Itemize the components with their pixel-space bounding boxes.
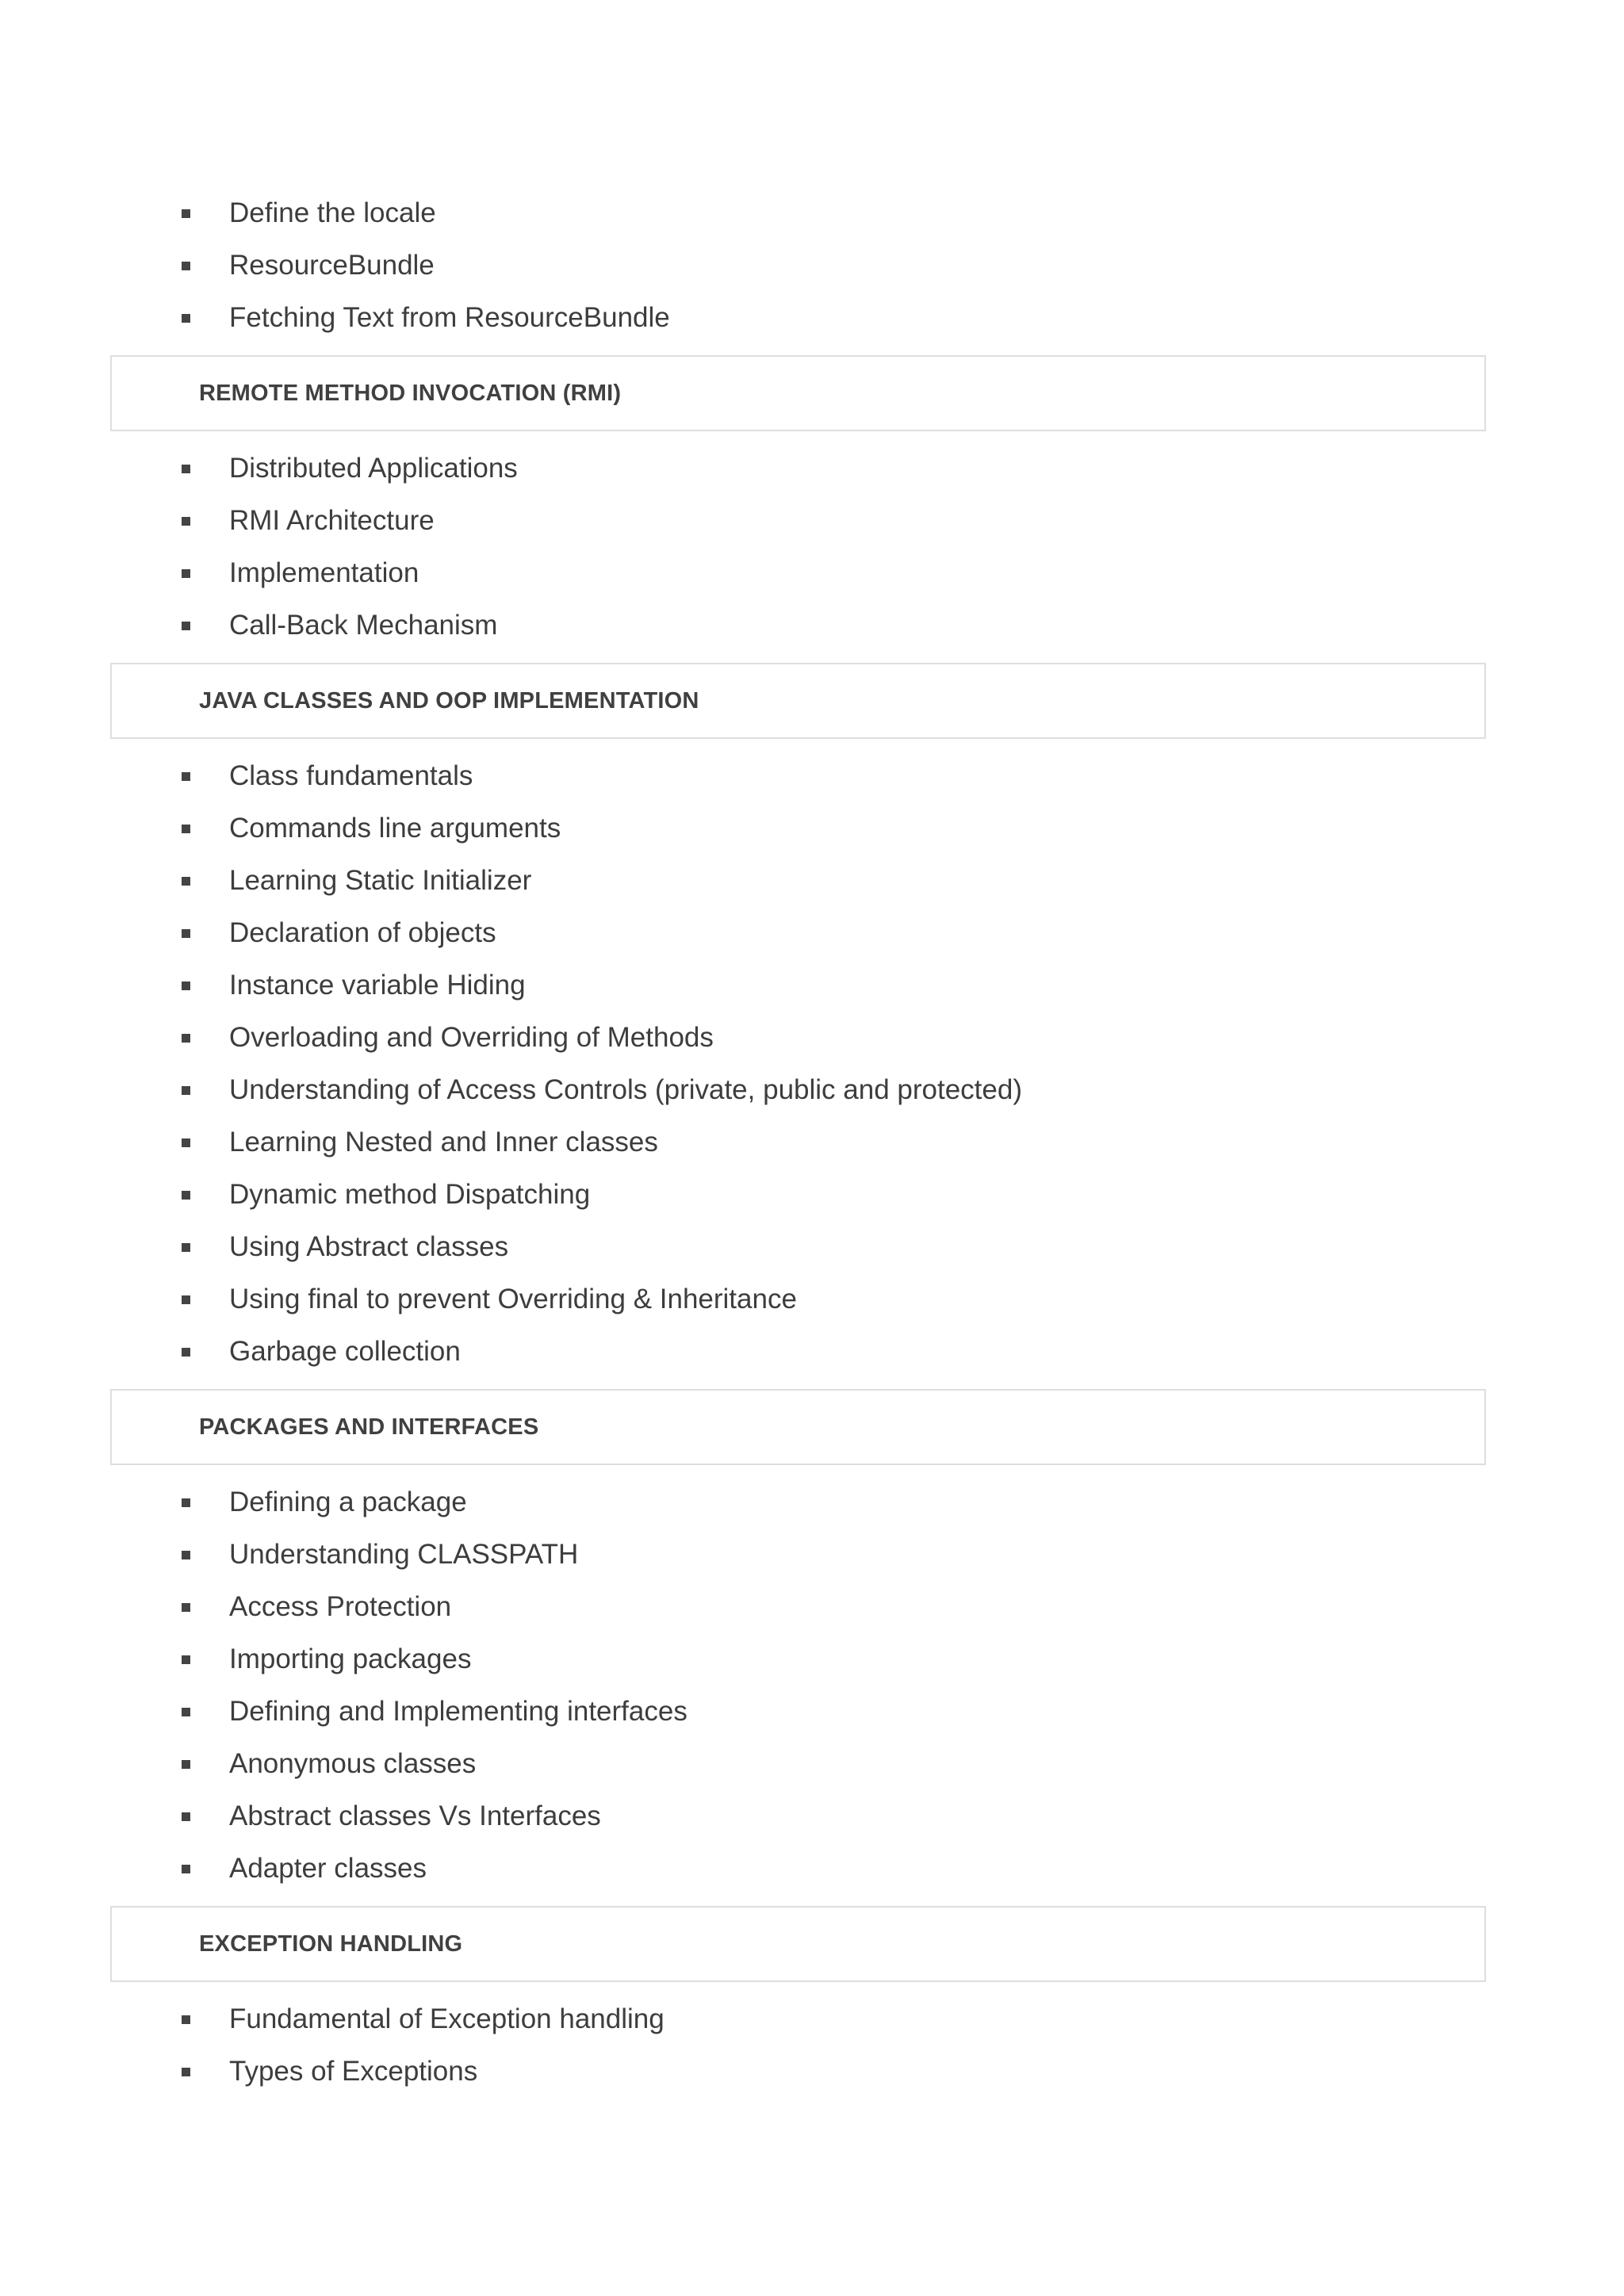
list-item xyxy=(0,239,1624,292)
list-item xyxy=(0,495,1624,547)
square-bullet-icon xyxy=(182,1708,190,1716)
list-item-text: Learning Static Initializer xyxy=(229,865,532,896)
list-item-text: Access Protection xyxy=(229,1591,452,1622)
topic-list xyxy=(0,1993,1624,2098)
list-item xyxy=(0,1476,1624,1529)
list-item-text: Define the locale xyxy=(229,197,436,228)
list-item-text: Abstract classes Vs Interfaces xyxy=(229,1800,601,1831)
list-item-text: Instance variable Hiding xyxy=(229,970,526,1001)
list-item xyxy=(0,1993,1624,2045)
list-item-text: Fetching Text from ResourceBundle xyxy=(229,302,670,333)
list-item xyxy=(0,442,1624,495)
square-bullet-icon xyxy=(182,314,190,323)
list-item-text: Defining a package xyxy=(229,1487,467,1517)
list-item-text: Overloading and Overriding of Methods xyxy=(229,1022,714,1053)
list-item-text: Defining and Implementing interfaces xyxy=(229,1696,688,1727)
square-bullet-icon xyxy=(182,929,190,938)
list-item-text: Call-Back Mechanism xyxy=(229,610,498,641)
list-item xyxy=(0,1790,1624,1843)
square-bullet-icon xyxy=(182,1243,190,1252)
list-item xyxy=(0,1221,1624,1273)
square-bullet-icon xyxy=(182,1034,190,1043)
section-title: EXCEPTION HANDLING xyxy=(199,1931,463,1957)
list-item xyxy=(0,292,1624,344)
square-bullet-icon xyxy=(182,465,190,473)
list-item xyxy=(0,2045,1624,2098)
square-bullet-icon xyxy=(182,877,190,886)
list-item-text: Class fundamentals xyxy=(229,760,473,791)
list-item-text: Using Abstract classes xyxy=(229,1231,509,1262)
list-item-text: Commands line arguments xyxy=(229,813,561,844)
document-page xyxy=(0,187,1624,2098)
list-item xyxy=(0,907,1624,959)
square-bullet-icon xyxy=(182,772,190,781)
list-item xyxy=(0,1633,1624,1686)
list-item xyxy=(0,1686,1624,1738)
square-bullet-icon xyxy=(182,1603,190,1612)
list-item-text: Anonymous classes xyxy=(229,1748,477,1779)
square-bullet-icon xyxy=(182,622,190,630)
section-header-exception-handling xyxy=(110,1906,1486,1982)
square-bullet-icon xyxy=(182,1295,190,1304)
list-item xyxy=(0,599,1624,652)
square-bullet-icon xyxy=(182,209,190,218)
section-title: PACKAGES AND INTERFACES xyxy=(199,1414,539,1440)
list-item xyxy=(0,1169,1624,1221)
square-bullet-icon xyxy=(182,517,190,526)
list-item-text: Using final to prevent Overriding & Inheritance xyxy=(229,1284,797,1314)
square-bullet-icon xyxy=(182,262,190,270)
list-item xyxy=(0,1843,1624,1895)
square-bullet-icon xyxy=(182,569,190,578)
section-header-java-classes-and-oop-implementation xyxy=(110,663,1486,739)
list-item-text: Understanding of Access Controls (private, public and protected) xyxy=(229,1074,1022,1105)
list-item xyxy=(0,959,1624,1012)
square-bullet-icon xyxy=(182,1551,190,1559)
list-item-text: ResourceBundle xyxy=(229,250,435,281)
list-item-text: Importing packages xyxy=(229,1644,472,1674)
list-item xyxy=(0,750,1624,802)
topic-list xyxy=(0,1476,1624,1895)
list-item-text: Understanding CLASSPATH xyxy=(229,1539,579,1570)
square-bullet-icon xyxy=(182,1138,190,1147)
list-item xyxy=(0,1326,1624,1378)
topic-list xyxy=(0,187,1624,344)
square-bullet-icon xyxy=(182,1191,190,1200)
square-bullet-icon xyxy=(182,1498,190,1507)
list-item xyxy=(0,802,1624,855)
section-header-remote-method-invocation-rmi xyxy=(110,355,1486,431)
list-item-text: Fundamental of Exception handling xyxy=(229,2003,665,2034)
section-header-packages-and-interfaces xyxy=(110,1389,1486,1465)
square-bullet-icon xyxy=(182,1348,190,1357)
square-bullet-icon xyxy=(182,1086,190,1095)
square-bullet-icon xyxy=(182,1655,190,1664)
square-bullet-icon xyxy=(182,2015,190,2024)
list-item-text: Adapter classes xyxy=(229,1853,427,1884)
list-item xyxy=(0,1273,1624,1326)
list-item xyxy=(0,1116,1624,1169)
square-bullet-icon xyxy=(182,825,190,833)
topic-list xyxy=(0,750,1624,1378)
square-bullet-icon xyxy=(182,1760,190,1769)
list-item xyxy=(0,1012,1624,1064)
square-bullet-icon xyxy=(182,982,190,990)
list-item-text: Learning Nested and Inner classes xyxy=(229,1127,658,1158)
section-title: REMOTE METHOD INVOCATION (RMI) xyxy=(199,380,622,406)
list-item xyxy=(0,1064,1624,1116)
section-title: JAVA CLASSES AND OOP IMPLEMENTATION xyxy=(199,687,699,714)
list-item xyxy=(0,187,1624,239)
list-item-text: Declaration of objects xyxy=(229,917,496,948)
list-item xyxy=(0,1738,1624,1790)
list-item-text: Garbage collection xyxy=(229,1336,461,1367)
topic-list xyxy=(0,442,1624,652)
list-item xyxy=(0,1581,1624,1633)
list-item-text: Distributed Applications xyxy=(229,453,518,484)
square-bullet-icon xyxy=(182,2068,190,2076)
list-item-text: RMI Architecture xyxy=(229,505,435,536)
list-item xyxy=(0,855,1624,907)
list-item xyxy=(0,547,1624,599)
list-item-text: Implementation xyxy=(229,557,419,588)
list-item-text: Dynamic method Dispatching xyxy=(229,1179,591,1210)
list-item-text: Types of Exceptions xyxy=(229,2056,478,2087)
square-bullet-icon xyxy=(182,1812,190,1821)
square-bullet-icon xyxy=(182,1865,190,1873)
list-item xyxy=(0,1529,1624,1581)
